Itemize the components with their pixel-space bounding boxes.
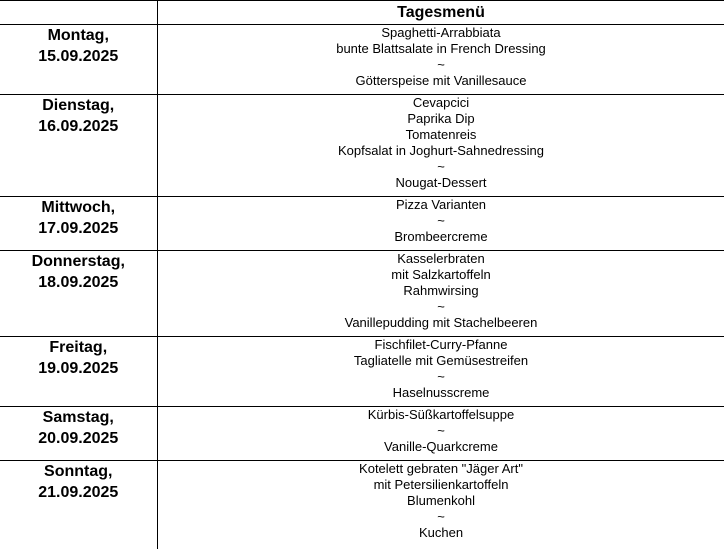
dish-item: Götterspeise mit Vanillesauce	[158, 73, 724, 89]
dish-item: Blumenkohl	[158, 493, 724, 509]
dishes-cell	[157, 251, 724, 337]
day-cell	[0, 25, 157, 95]
dish-item: Fischfilet-Curry-Pfanne	[158, 337, 724, 353]
dishes-cell	[157, 25, 724, 95]
dish-item: mit Petersilienkartoffeln	[158, 477, 724, 493]
dish-item: Tomatenreis	[158, 127, 724, 143]
menu-row	[0, 407, 724, 461]
day-date: 15.09.2025	[0, 46, 157, 67]
day-cell	[0, 251, 157, 337]
dish-item: Haselnusscreme	[158, 385, 724, 401]
dish-item: Paprika Dip	[158, 111, 724, 127]
dish-item: mit Salzkartoffeln	[158, 267, 724, 283]
separator-tilde: ~	[158, 423, 724, 439]
day-name: Donnerstag,	[0, 251, 157, 272]
separator-tilde: ~	[158, 213, 724, 229]
menu-row	[0, 461, 724, 549]
day-name: Mittwoch,	[0, 197, 157, 218]
dish-item: Brombeercreme	[158, 229, 724, 245]
day-name: Freitag,	[0, 337, 157, 358]
dishes-cell	[157, 197, 724, 251]
dishes-cell	[157, 95, 724, 197]
dish-item: Kopfsalat in Joghurt-Sahnedressing	[158, 143, 724, 159]
dish-item: Vanille-Quarkcreme	[158, 439, 724, 455]
separator-tilde: ~	[158, 159, 724, 175]
day-date: 18.09.2025	[0, 272, 157, 293]
dish-item: Spaghetti-Arrabbiata	[158, 25, 724, 41]
menu-row	[0, 197, 724, 251]
dish-item: Vanillepudding mit Stachelbeeren	[158, 315, 724, 331]
dishes-cell	[157, 407, 724, 461]
menu-row	[0, 337, 724, 407]
day-cell	[0, 197, 157, 251]
day-name: Montag,	[0, 25, 157, 46]
day-cell	[0, 461, 157, 549]
day-date: 19.09.2025	[0, 358, 157, 379]
menu-row	[0, 25, 724, 95]
header-row	[0, 1, 724, 25]
day-name: Dienstag,	[0, 95, 157, 116]
separator-tilde: ~	[158, 57, 724, 73]
header-day-cell	[0, 1, 157, 25]
dishes-cell	[157, 337, 724, 407]
menu-row	[0, 95, 724, 197]
separator-tilde: ~	[158, 369, 724, 385]
dish-item: Kotelett gebraten "Jäger Art"	[158, 461, 724, 477]
dish-item: bunte Blattsalate in French Dressing	[158, 41, 724, 57]
dish-item: Cevapcici	[158, 95, 724, 111]
day-date: 17.09.2025	[0, 218, 157, 239]
separator-tilde: ~	[158, 509, 724, 525]
day-cell	[0, 337, 157, 407]
dishes-cell	[157, 461, 724, 549]
dish-item: Kürbis-Süßkartoffelsuppe	[158, 407, 724, 423]
header-menu-title: Tagesmenü	[157, 1, 724, 25]
day-name: Samstag,	[0, 407, 157, 428]
separator-tilde: ~	[158, 299, 724, 315]
menu-row	[0, 251, 724, 337]
day-cell	[0, 95, 157, 197]
day-name: Sonntag,	[0, 461, 157, 482]
dish-item: Rahmwirsing	[158, 283, 724, 299]
dish-item: Nougat-Dessert	[158, 175, 724, 191]
dish-item: Pizza Varianten	[158, 197, 724, 213]
dish-item: Kasselerbraten	[158, 251, 724, 267]
dish-item: Kuchen	[158, 525, 724, 541]
dish-item: Tagliatelle mit Gemüsestreifen	[158, 353, 724, 369]
day-date: 21.09.2025	[0, 482, 157, 503]
day-cell	[0, 407, 157, 461]
day-date: 16.09.2025	[0, 116, 157, 137]
day-date: 20.09.2025	[0, 428, 157, 449]
